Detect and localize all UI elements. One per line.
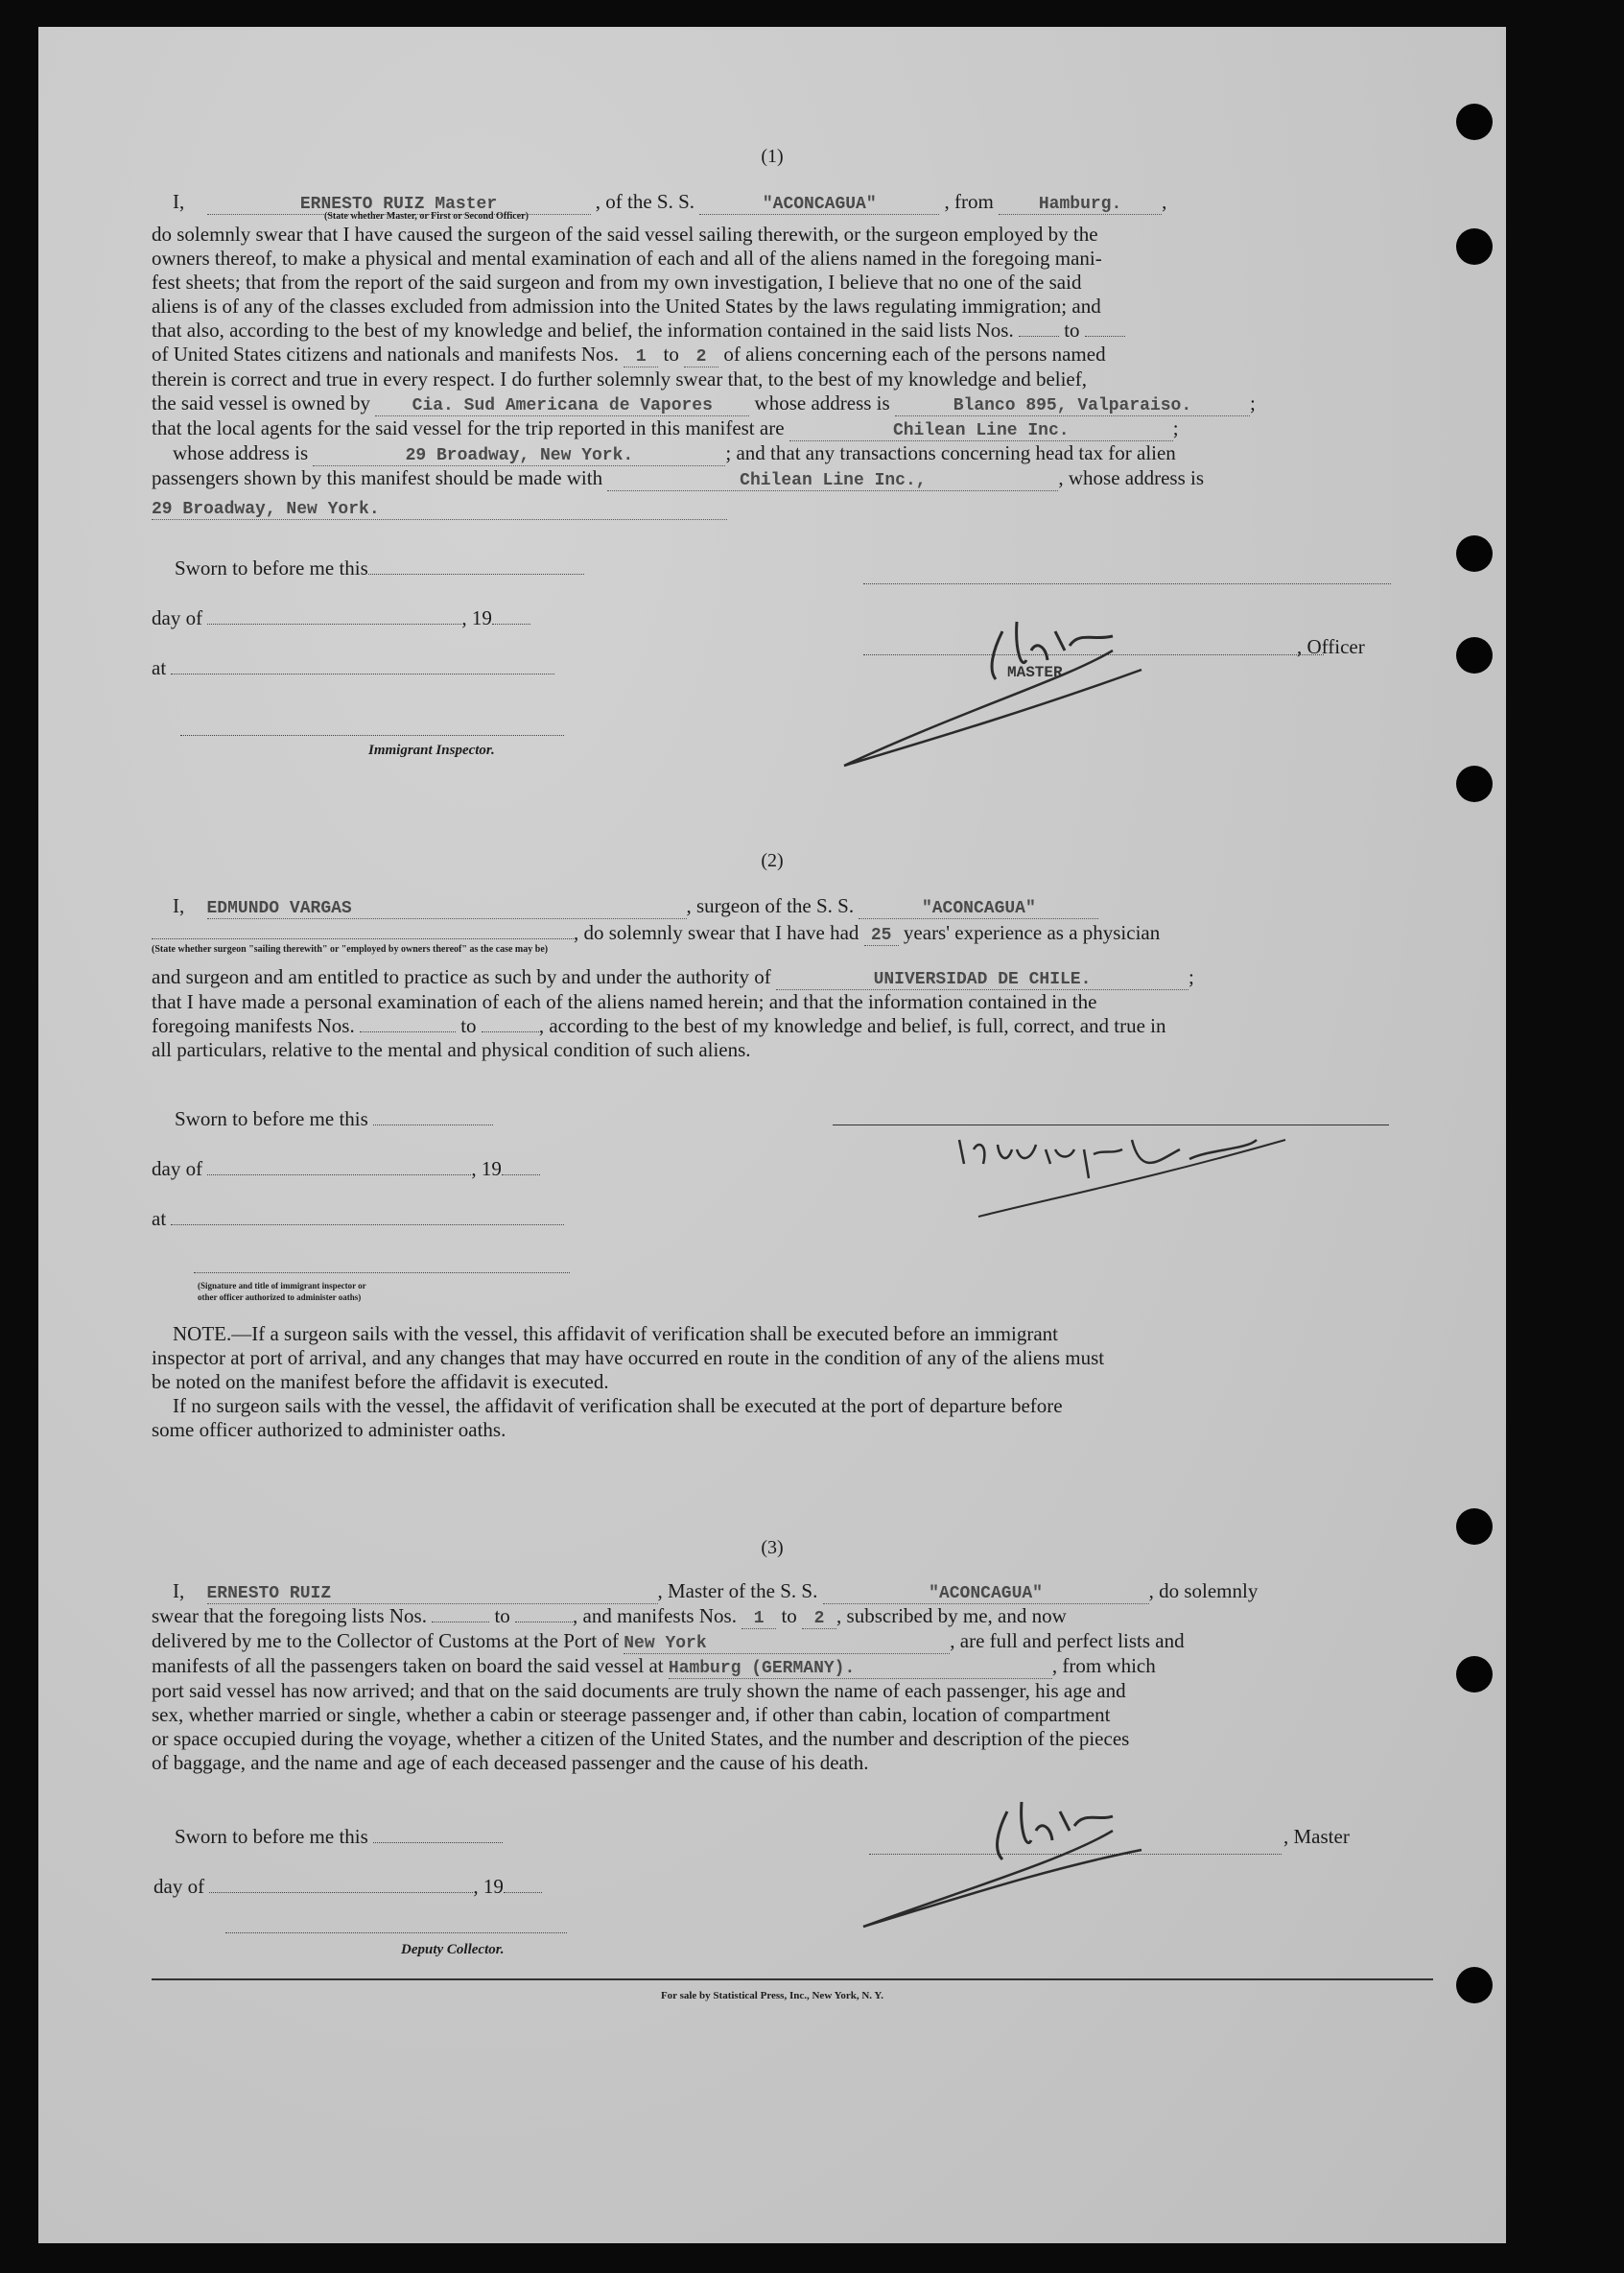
master-label: , Master xyxy=(1283,1825,1350,1848)
head-tax-address-field: 29 Broadway, New York. xyxy=(152,500,727,520)
text-line: that I have made a personal examination of each of the aliens named herein; and that the information contained in the xyxy=(152,990,1097,1013)
master-signature-1 xyxy=(825,593,1266,775)
deputy-collector-label: Deputy Collector. xyxy=(401,1942,505,1957)
vessel-name-field: "ACONCAGUA" xyxy=(699,195,939,215)
section-1-heading: (1) xyxy=(761,146,784,167)
agents-address-field: 29 Broadway, New York. xyxy=(313,446,725,466)
master-signature-2 xyxy=(825,1764,1266,1936)
at-line-2: at xyxy=(152,1207,564,1231)
text-line: owners thereof, to make a physical and mental examination of each and all of the aliens named in the foregoing mani- xyxy=(152,247,1102,270)
text-line: fest sheets; that from the report of the said surgeon and from my own investigation, I believe that no one of the said xyxy=(152,271,1082,294)
departure-port-field: Hamburg (GERMANY). xyxy=(669,1659,1052,1679)
binder-hole xyxy=(1456,104,1493,140)
sworn-line-3: Sworn to before me this xyxy=(175,1825,503,1849)
section-2-heading: (2) xyxy=(761,850,784,871)
text-line: aliens is of any of the classes excluded from admission into the United States by the laws regulating immigration; and xyxy=(152,295,1101,318)
manifest-to-field: 2 xyxy=(802,1609,836,1629)
text-line: that also, according to the best of my knowledge and belief, the information contained in the said lists Nos. xyxy=(152,319,1014,342)
section-2-text: I, EDMUNDO VARGAS , surgeon of the S. S. "ACONCAGUA" , do solemnly swear that I have had 25 years' experience as a physician (State whether surgeon "sailing therewith" or "employed by owners thereof" as the case may be) and surgeon and am entitled to practice as such by and under the authority of UNIVERSIDAD DE CHILE. ; that I have made a personal examination of each of the aliens named herein; and that the information contained in the foregoing manifests Nos. to , according to the best of my knowledge and belief, is full, correct, and true in all particulars, relative to the mental and physical condition of such aliens. xyxy=(152,894,1433,1062)
section-3-heading: (3) xyxy=(761,1537,784,1558)
agents-field: Chilean Line Inc. xyxy=(789,421,1173,441)
surgeon-caption: (State whether surgeon "sailing therewith" or "employed by owners thereof" as the case may be) xyxy=(152,944,549,955)
sig-caption: (Signature and title of immigrant inspector or other officer authorized to administer oaths) xyxy=(198,1281,366,1302)
sworn-line-2: Sworn to before me this xyxy=(175,1107,493,1131)
surgeon-signature xyxy=(940,1121,1343,1226)
surgeon-name-field: EDMUNDO VARGAS xyxy=(207,899,687,919)
master-stamp: MASTER xyxy=(1007,664,1063,681)
binder-hole xyxy=(1456,637,1493,674)
binder-hole xyxy=(1456,766,1493,802)
sworn-line-1: Sworn to before me this xyxy=(175,556,584,580)
of-ss-label: , of the S. S. xyxy=(595,190,695,213)
master-name-field: ERNESTO RUIZ Master xyxy=(207,195,591,215)
owner-address-field: Blanco 895, Valparaiso. xyxy=(895,396,1250,416)
master-name-field: ERNESTO RUIZ xyxy=(207,1584,658,1604)
text-line: do solemnly swear that I have caused the surgeon of the said vessel sailing therewith, or the surgeon employed by the xyxy=(152,223,1098,246)
footer-text: For sale by Statistical Press, Inc., New York, N. Y. xyxy=(660,1990,884,2001)
day-of-line-3: day of , 19 xyxy=(153,1875,542,1899)
binder-hole xyxy=(1456,1656,1493,1693)
note-text: NOTE.—If a surgeon sails with the vessel, this affidavit of verification shall be executed before an immigrant inspector at port of arrival, and any changes that may have occurred en route in the condition of any of the aliens must be noted on the manifest before the affidavit is executed. If no surgeon sails with the vessel, the affidavit of verification shall be executed at the port of departure before some officer authorized to administer oaths. xyxy=(152,1322,1105,1441)
authority-field: UNIVERSIDAD DE CHILE. xyxy=(776,970,1189,990)
from-port-field: Hamburg. xyxy=(999,195,1162,215)
section-3-text: I, ERNESTO RUIZ , Master of the S. S. "ACONCAGUA" , do solemnly swear that the foregoing lists Nos. to , and manifests Nos. 1 to 2 , subscribed by me, and now delivered by me to the Collector of Customs at the Port of New York , are full and perfect lists and manifests of all the passengers taken on board the said vessel at Hamburg (GERMANY). , from which port said vessel has now arrived; and that on the said documents are truly shown the name of each passenger, his age and sex, whether married or single, whether a cabin or steerage passenger and, if other than cabin, location of compartment or space occupied during the voyage, whether a citizen of the United States, and the number and description of the pieces of baggage, and the name and age of each deceased passenger and the cause of his death. xyxy=(152,1579,1259,1774)
binder-hole xyxy=(1456,228,1493,265)
section-1-text: I, ERNESTO RUIZ Master , of the S. S. "ACONCAGUA" , from Hamburg. , (State whether Master, or First or Second Officer) do solemnly swear that I have caused the surgeon of the said vessel sailing therewith, or the surgeon employed by the owners thereof, to make a physical and mental examination of each and all of the aliens named in the foregoing mani- fest sheets; that from the report of the said surgeon and from my own investigation, I believe that no one of the said aliens is of any of the classes excluded from admission into the United States by the laws regulating immigration; and that also, according to the best of my knowledge and belief, the information contained in the said lists Nos. to of United States citizens and nationals and manifests Nos. 1 to 2 of aliens concerning each of the persons named therein is correct and true in every respect. I do further solemnly swear that, to the best of my knowledge and belief, the said vessel is owned by Cia. Sud Americana de Vapores whose address is Blanco 895, Valparaiso. ; that the local agents for the said vessel for the trip reported in this manifest are Chilean Line Inc. ; whose address is 29 Broadway, New York. ; and that any transactions concerning head tax for alien passengers shown by this manifest should be made with Chilean Line Inc., , whose address is 29 Broadway, New York. xyxy=(152,190,1433,520)
text-line: therein is correct and true in every respect. I do further solemnly swear that, to the best of my knowledge and belief, xyxy=(152,367,1087,391)
manifest-affidavit-page xyxy=(38,27,1506,2243)
vessel-name-field: "ACONCAGUA" xyxy=(859,899,1098,919)
years-field: 25 xyxy=(864,926,899,946)
manifest-from-field: 1 xyxy=(624,347,658,367)
vessel-name-field: "ACONCAGUA" xyxy=(823,1584,1149,1604)
binder-hole xyxy=(1456,535,1493,572)
from-label: , from xyxy=(944,190,994,213)
manifest-from-field: 1 xyxy=(741,1609,776,1629)
port-field: New York xyxy=(624,1634,950,1654)
day-of-line-1: day of , 19 xyxy=(152,606,530,630)
officer-label: , Officer xyxy=(1297,635,1365,658)
i-label: I, xyxy=(173,190,185,213)
day-of-line-2: day of , 19 xyxy=(152,1157,540,1181)
immigrant-inspector-label: Immigrant Inspector. xyxy=(368,743,495,758)
at-line-1: at xyxy=(152,656,554,680)
manifest-to-field: 2 xyxy=(684,347,718,367)
name-caption: (State whether Master, or First or Second Officer) xyxy=(324,211,529,222)
text-line: all particulars, relative to the mental and physical condition of such aliens. xyxy=(152,1038,751,1061)
owner-field: Cia. Sud Americana de Vapores xyxy=(375,396,749,416)
head-tax-party-field: Chilean Line Inc., xyxy=(607,471,1058,491)
